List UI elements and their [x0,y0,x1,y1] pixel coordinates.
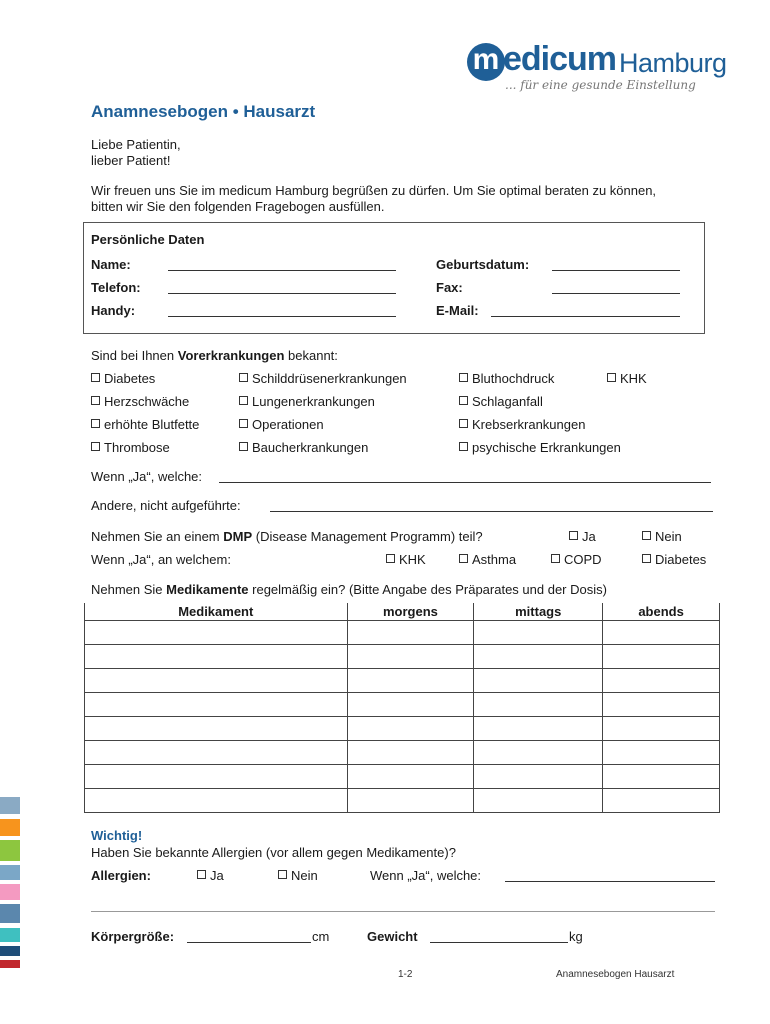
checkbox-icon [459,373,468,382]
geburtsdatum-label: Geburtsdatum: [436,257,530,272]
table-row [85,741,720,765]
checkbox-icon [551,554,560,563]
intro-line-1: Wir freuen uns Sie im medicum Hamburg begrüßen zu dürfen. Um Sie optimal beraten zu können, [91,183,657,198]
table-cell[interactable] [347,789,474,813]
allergies-question: Haben Sie bekannte Allergien (vor allem gegen Medikamente)? [91,845,456,860]
checkbox-icon [197,870,206,879]
conditions-which-field[interactable] [219,482,711,483]
checkbox-herzschwaeche[interactable]: Herzschwäche [91,394,189,409]
geburtsdatum-field[interactable] [552,270,680,271]
allergies-ja-checkbox[interactable]: Ja [197,868,224,883]
table-cell[interactable] [474,741,603,765]
table-cell[interactable] [347,765,474,789]
color-block [0,840,20,861]
wichtig-heading: Wichtig! [91,828,143,843]
table-cell[interactable] [85,645,348,669]
checkbox-icon [91,442,100,451]
table-row [85,645,720,669]
conditions-question: Sind bei Ihnen Vorerkrankungen bekannt: [91,348,338,363]
table-cell[interactable] [85,669,348,693]
checkbox-icon [386,554,395,563]
table-row [85,717,720,741]
table-cell[interactable] [603,717,720,741]
dmp-diabetes-checkbox[interactable]: Diabetes [642,552,706,567]
fax-label: Fax: [436,280,463,295]
table-row [85,789,720,813]
table-cell[interactable] [603,645,720,669]
color-block [0,960,20,968]
handy-field[interactable] [168,316,396,317]
height-unit: cm [312,929,330,944]
checkbox-schilddruese[interactable]: Schilddrüsenerkrankungen [239,371,407,386]
allergies-which-field[interactable] [505,881,715,882]
checkbox-icon [239,373,248,382]
footer-doc-title: Anamnesebogen Hausarzt [556,969,675,980]
checkbox-khk[interactable]: KHK [607,371,647,386]
table-cell[interactable] [474,717,603,741]
page-title: Anamnesebogen • Hausarzt [91,102,316,121]
weight-unit: kg [569,929,583,944]
color-block [0,819,20,836]
email-field[interactable] [491,316,680,317]
header-medikament: Medikament [85,603,348,621]
intro-line-2: bitten wir Sie den folgenden Fragebogen ausfüllen. [91,199,385,214]
table-cell[interactable] [85,693,348,717]
table-row [85,621,720,645]
fax-field[interactable] [552,293,680,294]
checkbox-icon [239,419,248,428]
checkbox-icon [642,531,651,540]
name-field[interactable] [168,270,396,271]
table-cell[interactable] [347,741,474,765]
page-number: 1-2 [398,969,413,980]
height-label: Körpergröße: [91,929,175,944]
table-cell[interactable] [474,693,603,717]
checkbox-icon [569,531,578,540]
checkbox-icon [459,419,468,428]
weight-field[interactable] [430,942,568,943]
table-row [85,765,720,789]
checkbox-thrombose[interactable]: Thrombose [91,440,170,455]
allergies-which-label: Wenn „Ja“, welche: [370,868,482,883]
dmp-nein-checkbox[interactable]: Nein [642,529,682,544]
table-row [85,669,720,693]
personal-heading: Persönliche Daten [91,232,205,247]
conditions-which-label: Wenn „Ja“, welche: [91,469,203,484]
allergies-nein-checkbox[interactable]: Nein [278,868,318,883]
height-field[interactable] [187,942,311,943]
table-cell[interactable] [603,789,720,813]
checkbox-icon [91,373,100,382]
table-cell[interactable] [474,669,603,693]
table-cell[interactable] [347,645,474,669]
checkbox-schlaganfall[interactable]: Schlaganfall [459,394,543,409]
email-label: E-Mail: [436,303,479,318]
color-block [0,946,20,956]
logo-tagline: ... für eine gesunde Einstellung [505,78,696,92]
checkbox-krebs[interactable]: Krebserkrankungen [459,417,585,432]
telefon-label: Telefon: [91,280,141,295]
header-abends: abends [603,603,720,621]
table-cell[interactable] [603,693,720,717]
table-cell[interactable] [347,693,474,717]
table-cell[interactable] [85,789,348,813]
medication-table-header [85,603,720,621]
weight-label: Gewicht [367,929,418,944]
telefon-field[interactable] [168,293,396,294]
meds-question: Nehmen Sie Medikamente regelmäßig ein? (Bitte Angabe des Präparates und der Dosis) [91,582,607,597]
checkbox-icon [459,554,468,563]
dmp-copd-checkbox[interactable]: COPD [551,552,602,567]
medication-table [84,603,720,813]
dmp-khk-checkbox[interactable]: KHK [386,552,426,567]
table-cell[interactable] [474,645,603,669]
color-block [0,865,20,880]
allergies-extra-line[interactable] [91,911,715,912]
other-conditions-label: Andere, nicht aufgeführte: [91,498,241,513]
checkbox-icon [642,554,651,563]
checkbox-icon [459,442,468,451]
dmp-ja-checkbox[interactable]: Ja [569,529,596,544]
table-row [85,693,720,717]
table-cell[interactable] [474,789,603,813]
header-morgens: morgens [347,603,474,621]
table-cell[interactable] [474,621,603,645]
header-mittags: mittags [474,603,603,621]
table-cell[interactable] [474,765,603,789]
table-cell[interactable] [85,717,348,741]
table-cell[interactable] [85,741,348,765]
checkbox-icon [91,419,100,428]
color-block [0,797,20,814]
table-cell[interactable] [85,621,348,645]
table-cell[interactable] [347,621,474,645]
allergies-label: Allergien: [91,868,151,883]
other-conditions-field[interactable] [270,511,713,512]
table-cell[interactable] [347,717,474,741]
greeting-line-1: Liebe Patientin, [91,137,181,152]
table-cell[interactable] [603,765,720,789]
color-block [0,884,20,900]
checkbox-icon [239,396,248,405]
dmp-question: Nehmen Sie an einem DMP (Disease Management Programm) teil? [91,529,483,544]
table-cell[interactable] [603,741,720,765]
checkbox-blutfette[interactable]: erhöhte Blutfette [91,417,199,432]
table-cell[interactable] [603,621,720,645]
checkbox-operationen[interactable]: Operationen [239,417,324,432]
checkbox-icon [239,442,248,451]
color-block [0,904,20,923]
checkbox-diabetes[interactable]: Diabetes [91,371,155,386]
checkbox-bauch[interactable]: Baucherkrankungen [239,440,368,455]
checkbox-icon [607,373,616,382]
color-block [0,928,20,942]
logo-city: Hamburg [619,48,727,78]
checkbox-psychisch[interactable]: psychische Erkrankungen [459,440,621,455]
logo-word: edicum [503,40,617,78]
name-label: Name: [91,257,131,272]
checkbox-lunge[interactable]: Lungenerkrankungen [239,394,375,409]
checkbox-icon [459,396,468,405]
table-cell[interactable] [347,669,474,693]
dmp-asthma-checkbox[interactable]: Asthma [459,552,516,567]
logo-mark: m [467,43,505,81]
checkbox-icon [278,870,287,879]
checkbox-icon [91,396,100,405]
checkbox-bluthochdruck[interactable]: Bluthochdruck [459,371,554,386]
handy-label: Handy: [91,303,136,318]
dmp-which-label: Wenn „Ja“, an welchem: [91,552,231,567]
greeting-line-2: lieber Patient! [91,153,171,168]
table-cell[interactable] [603,669,720,693]
table-cell[interactable] [85,765,348,789]
